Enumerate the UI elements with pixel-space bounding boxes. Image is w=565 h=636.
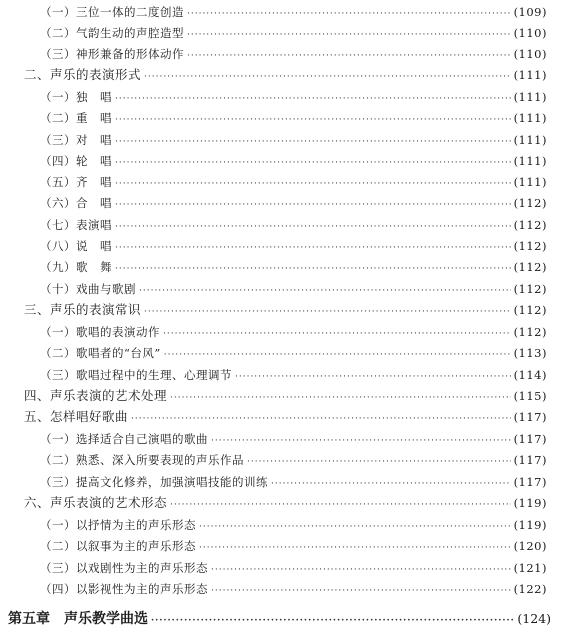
toc-entry xyxy=(40,130,547,150)
dot-leader xyxy=(144,65,511,87)
toc-section xyxy=(24,65,547,85)
toc-entry-title: （三）以戏剧性为主的声乐形态 xyxy=(40,561,208,575)
toc-section-title: 五、怎样唱好歌曲 xyxy=(24,409,129,424)
toc-entry-title: （三）歌唱过程中的生理、心理调节 xyxy=(40,368,232,382)
toc-entry-page: (112) xyxy=(513,260,547,274)
toc-entry xyxy=(40,193,547,213)
toc-entry xyxy=(40,87,547,107)
toc-entry-title: （七）表演唱 xyxy=(40,218,112,232)
toc-entry-title: （二）重 唱 xyxy=(40,111,112,125)
toc-entry-page: (112) xyxy=(513,282,547,296)
toc-entry-page: (117) xyxy=(513,475,547,489)
toc-entry-page: (117) xyxy=(513,432,547,446)
toc-entry-title: （二）歌唱者的“台风” xyxy=(40,346,161,360)
toc-entry-page: (112) xyxy=(513,218,547,232)
dot-leader xyxy=(163,322,511,344)
dot-leader xyxy=(199,515,511,537)
toc-entry-title: （三）提高文化修养，加强演唱技能的训练 xyxy=(40,475,268,489)
toc-entry-page: (113) xyxy=(513,346,547,360)
toc-entry-title: （一）选择适合自己演唱的歌曲 xyxy=(40,432,208,446)
toc-entry xyxy=(40,429,547,449)
toc-entry xyxy=(40,2,547,22)
dot-leader xyxy=(247,450,511,472)
toc-entry-page: (110) xyxy=(513,26,547,40)
toc-entry-title: （十）戏曲与歌剧 xyxy=(40,282,136,296)
toc-entry-page: (112) xyxy=(513,196,547,210)
toc-entry-page: (111) xyxy=(513,111,547,125)
toc-entry xyxy=(40,257,547,277)
dot-leader xyxy=(115,193,511,215)
toc-section-page: (117) xyxy=(513,410,547,424)
toc-entry-page: (111) xyxy=(513,90,547,104)
dot-leader xyxy=(211,558,511,580)
toc-chapter-title: 第五章 声乐教学曲选 xyxy=(8,611,148,627)
toc-section-title: 四、声乐表演的艺术处理 xyxy=(24,388,168,403)
toc-entry xyxy=(40,515,547,535)
toc-entry xyxy=(40,450,547,470)
toc-entry-title: （一）独 唱 xyxy=(40,90,112,104)
toc-entry xyxy=(40,23,547,43)
toc-entry-title: （八）说 唱 xyxy=(40,239,112,253)
toc-entry-page: (112) xyxy=(513,239,547,253)
toc-section-title: 三、声乐的表演常识 xyxy=(24,302,142,317)
dot-leader xyxy=(115,236,511,258)
dot-leader xyxy=(115,108,511,130)
toc-section xyxy=(24,493,547,513)
toc-entry-page: (109) xyxy=(513,5,547,19)
toc-section xyxy=(24,300,547,320)
dot-leader xyxy=(199,536,511,558)
toc-entry-page: (111) xyxy=(513,133,547,147)
toc-chapter-page: (124) xyxy=(517,611,551,626)
toc-entry xyxy=(40,236,547,256)
toc-entry-page: (110) xyxy=(513,47,547,61)
toc-entry-page: (114) xyxy=(513,368,547,382)
toc-entry-page: (111) xyxy=(513,154,547,168)
toc-entry xyxy=(40,172,547,192)
dot-leader xyxy=(187,23,511,45)
dot-leader xyxy=(115,151,511,173)
toc-entry-title: （九）歌 舞 xyxy=(40,260,112,274)
toc-entry-title: （二）熟悉、深入所要表现的声乐作品 xyxy=(40,453,244,467)
toc-entry xyxy=(40,536,547,556)
toc-entry xyxy=(40,151,547,171)
dot-leader xyxy=(115,130,511,152)
toc-entry-page: (111) xyxy=(513,175,547,189)
dot-leader xyxy=(187,44,511,66)
toc-entry-title: （三）神形兼备的形体动作 xyxy=(40,47,184,61)
toc-entry-title: （一）三位一体的二度创造 xyxy=(40,5,184,19)
dot-leader xyxy=(170,493,511,515)
dot-leader xyxy=(144,300,511,322)
toc-entry-title: （五）齐 唱 xyxy=(40,175,112,189)
toc-entry-page: (121) xyxy=(513,561,547,575)
dot-leader xyxy=(211,579,511,601)
toc-entry-title: （一）歌唱的表演动作 xyxy=(40,325,160,339)
toc-entry xyxy=(40,472,547,492)
toc-entry xyxy=(40,108,547,128)
toc-entry-title: （一）以抒情为主的声乐形态 xyxy=(40,518,196,532)
toc-section xyxy=(24,386,547,406)
toc-entry-title: （二）以叙事为主的声乐形态 xyxy=(40,539,196,553)
toc-entry xyxy=(40,215,547,235)
toc-entry-page: (119) xyxy=(513,518,547,532)
toc-entry-page: (120) xyxy=(513,539,547,553)
toc-entry xyxy=(40,579,547,599)
toc-entry-title: （四）轮 唱 xyxy=(40,154,112,168)
dot-leader xyxy=(170,386,511,408)
toc-entry-title: （四）以影视性为主的声乐形态 xyxy=(40,582,208,596)
toc-section-page: (119) xyxy=(513,496,547,510)
dot-leader xyxy=(211,429,511,451)
toc-entry xyxy=(40,44,547,64)
toc-section-page: (111) xyxy=(513,68,547,82)
dot-leader xyxy=(115,87,511,109)
toc-entry-page: (117) xyxy=(513,453,547,467)
dot-leader xyxy=(151,607,514,633)
toc-section-title: 二、声乐的表演形式 xyxy=(24,67,142,82)
toc-entry xyxy=(40,558,547,578)
toc-section xyxy=(24,407,547,427)
toc-chapter xyxy=(8,607,551,631)
toc-entry-page: (112) xyxy=(513,325,547,339)
toc-entry-title: （六）合 唱 xyxy=(40,196,112,210)
toc-entry-title: （三）对 唱 xyxy=(40,133,112,147)
dot-leader xyxy=(164,343,511,365)
dot-leader xyxy=(271,472,511,494)
toc-entry-title: （二）气韵生动的声腔造型 xyxy=(40,26,184,40)
toc-section-title: 六、声乐表演的艺术形态 xyxy=(24,495,168,510)
dot-leader xyxy=(115,257,511,279)
dot-leader xyxy=(187,2,511,24)
dot-leader xyxy=(139,279,511,301)
toc-entry xyxy=(40,365,547,385)
dot-leader xyxy=(131,407,511,429)
dot-leader xyxy=(115,172,511,194)
toc-section-page: (115) xyxy=(513,389,547,403)
toc-entry-page: (122) xyxy=(513,582,547,596)
toc-entry xyxy=(40,279,547,299)
dot-leader xyxy=(115,215,511,237)
toc-section-page: (112) xyxy=(513,303,547,317)
toc-entry xyxy=(40,343,547,363)
dot-leader xyxy=(235,365,511,387)
toc-entry xyxy=(40,322,547,342)
